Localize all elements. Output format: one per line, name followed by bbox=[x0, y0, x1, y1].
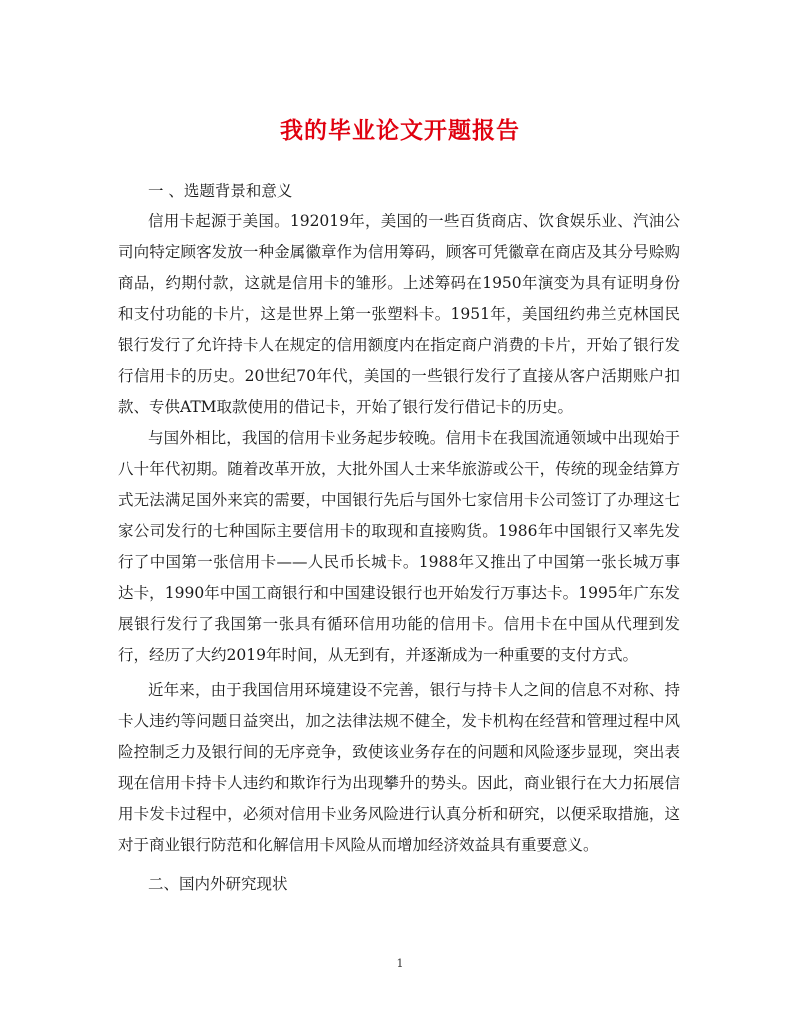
document-title: 我的毕业论文开题报告 bbox=[280, 117, 520, 144]
document-body bbox=[118, 176, 680, 899]
paragraph-china-credit-card-history: 与国外相比，我国的信用卡业务起步较晚。信用卡在我国流通领域中出现始于八十年代初期。随着改革开放，大批外国人士来华旅游或公干，传统的现金结算方式无法满足国外来宾的需要，中国银行先后与国外七家信用卡公司签订了办理这七家公司发行的七种国际主要信用卡的取现和直接购货。1986年中国银行又率先发行了中国第一张信用卡——人民币长城卡。1988年又推出了中国第一张长城万事达卡，1990年中国工商银行和中国建设银行也开始发行万事达卡。1995年广东发展银行发行了我国第一张具有循环信用功能的信用卡。信用卡在中国从代理到发行，经历了大约2019年时间，从无到有，并逐渐成为一种重要的支付方式。 bbox=[118, 429, 680, 664]
page-number: 1 bbox=[396, 957, 404, 970]
paragraph-credit-card-origin: 信用卡起源于美国。192019年，美国的一些百货商店、饮食娱乐业、汽油公司向特定顾客发放一种金属徽章作为信用筹码，顾客可凭徽章在商店及其分号赊购商品，约期付款，这就是信用卡的雏形。上述筹码在1950年演变为具有证明身份和支付功能的卡片，这是世界上第一张塑料卡。1951年，美国纽约弗兰克林国民银行发行了允许持卡人在规定的信用额度内在指定商户消费的卡片，开始了银行发行信用卡的历史。20世纪70年代，美国的一些银行发行了直接从客户活期账户扣款、专供ATM取款使用的借记卡，开始了银行发行借记卡的历史。 bbox=[118, 212, 680, 416]
paragraph-credit-risk-significance: 近年来，由于我国信用环境建设不完善，银行与持卡人之间的信息不对称、持卡人违约等问题日益突出，加之法律法规不健全，发卡机构在经营和管理过程中风险控制乏力及银行间的无序竞争，致使该业务存在的问题和风险逐步显现，突出表现在信用卡持卡人违约和欺诈行为出现攀升的势头。因此，商业银行在大力拓展信用卡发卡过程中，必须对信用卡业务风险进行认真分析和研究，以便采取措施，这对于商业银行防范和化解信用卡风险从而增加经济效益具有重要意义。 bbox=[118, 681, 680, 854]
section-heading-background: 一 、选题背景和意义 bbox=[148, 182, 293, 200]
section-heading-research-status: 二、国内外研究现状 bbox=[148, 875, 288, 893]
